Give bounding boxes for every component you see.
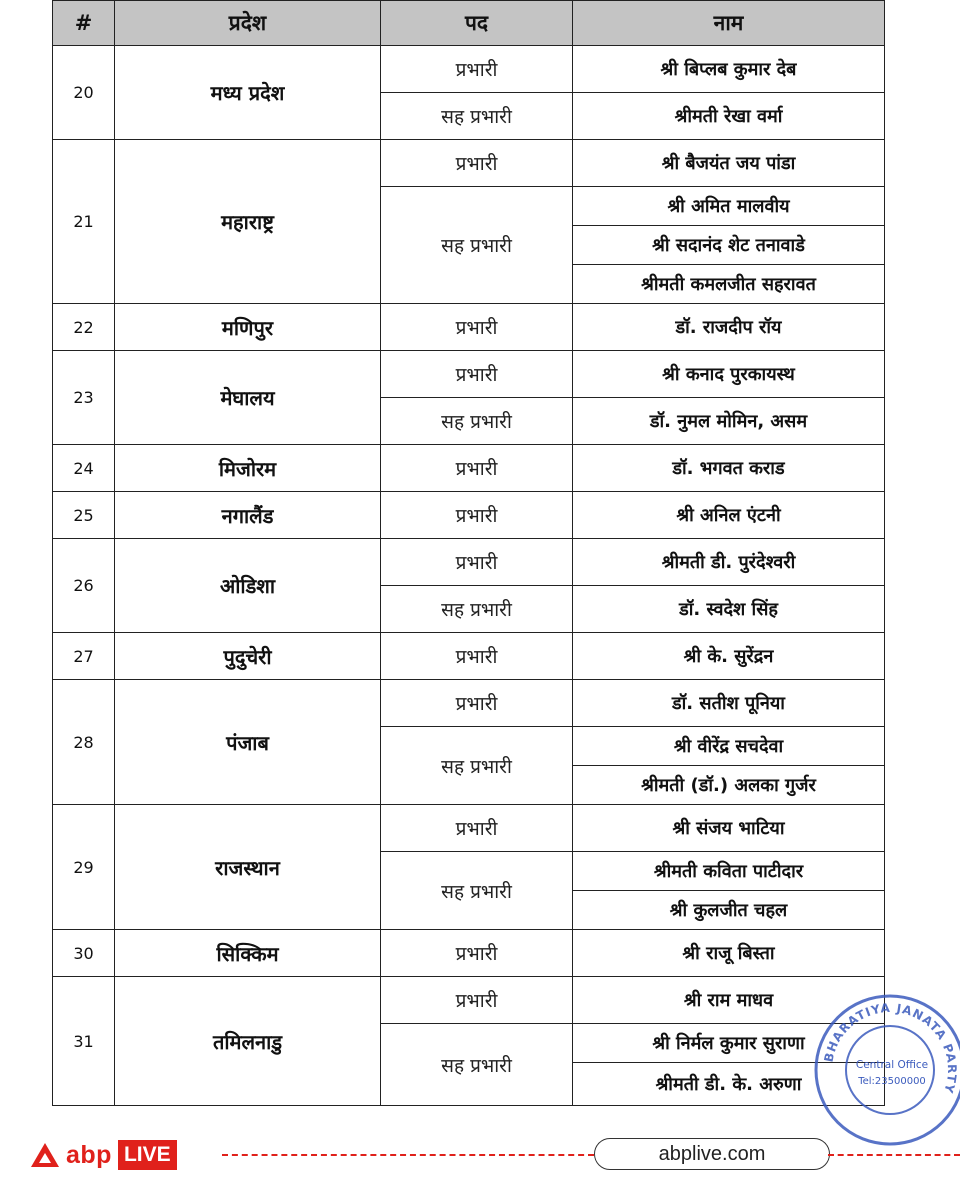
- state-name: मेघालय: [115, 351, 381, 445]
- table-row: [53, 930, 885, 977]
- row-number: 30: [53, 930, 115, 977]
- person-name: श्री राम माधव: [573, 977, 885, 1024]
- state-name: तमिलनाडु: [115, 977, 381, 1106]
- person-name: श्रीमती कमलजीत सहरावत: [573, 265, 885, 304]
- table-row: [53, 351, 885, 398]
- person-name: डॉ. नुमल मोमिन, असम: [573, 398, 885, 445]
- person-name: श्री निर्मल कुमार सुराणा: [573, 1024, 885, 1063]
- table-row: [53, 140, 885, 187]
- abp-live-logo: [30, 1138, 177, 1172]
- post-label: प्रभारी: [381, 492, 573, 539]
- state-name: नगालैंड: [115, 492, 381, 539]
- row-number: 23: [53, 351, 115, 445]
- header-state: प्रदेश: [115, 1, 381, 46]
- table-row: [53, 805, 885, 852]
- post-label: सह प्रभारी: [381, 727, 573, 805]
- table-row: [53, 680, 885, 727]
- post-label: प्रभारी: [381, 680, 573, 727]
- person-name: श्रीमती डी. पुरंदेश्वरी: [573, 539, 885, 586]
- row-number: 25: [53, 492, 115, 539]
- state-name: पुदुचेरी: [115, 633, 381, 680]
- row-number: 29: [53, 805, 115, 930]
- live-badge: LIVE: [118, 1140, 177, 1170]
- svg-text:BHARATIYA JANATA PARTY: BHARATIYA JANATA PARTY: [821, 1000, 960, 1096]
- table-row: [53, 633, 885, 680]
- post-label: सह प्रभारी: [381, 93, 573, 140]
- person-name: श्री संजय भाटिया: [573, 805, 885, 852]
- person-name: श्रीमती डी. के. अरुणा: [573, 1063, 885, 1106]
- post-label: प्रभारी: [381, 140, 573, 187]
- party-seal-stamp: [812, 992, 960, 1148]
- person-name: श्री अमित मालवीय: [573, 187, 885, 226]
- post-label: सह प्रभारी: [381, 398, 573, 445]
- person-name: श्रीमती रेखा वर्मा: [573, 93, 885, 140]
- row-number: 28: [53, 680, 115, 805]
- header-number: #: [53, 1, 115, 46]
- row-number: 20: [53, 46, 115, 140]
- header-name: नाम: [573, 1, 885, 46]
- person-name: श्रीमती कविता पाटीदार: [573, 852, 885, 891]
- prabhari-table: [52, 0, 885, 1106]
- post-label: सह प्रभारी: [381, 1024, 573, 1106]
- person-name: श्री कुलजीत चहल: [573, 891, 885, 930]
- post-label: सह प्रभारी: [381, 852, 573, 930]
- person-name: श्री अनिल एंटनी: [573, 492, 885, 539]
- person-name: श्री सदानंद शेट तनावाडे: [573, 226, 885, 265]
- state-name: मणिपुर: [115, 304, 381, 351]
- table-row: [53, 492, 885, 539]
- post-label: प्रभारी: [381, 46, 573, 93]
- table-header-row: [53, 1, 885, 46]
- footer-divider-left: [222, 1154, 594, 1156]
- footer-divider-right: [828, 1154, 960, 1156]
- person-name: डॉ. सतीश पूनिया: [573, 680, 885, 727]
- post-label: प्रभारी: [381, 445, 573, 492]
- row-number: 27: [53, 633, 115, 680]
- person-name: डॉ. स्वदेश सिंह: [573, 586, 885, 633]
- person-name: श्री बैजयंत जय पांडा: [573, 140, 885, 187]
- table-row: [53, 304, 885, 351]
- person-name: श्री राजू बिस्ता: [573, 930, 885, 977]
- brand-name: abp: [66, 1140, 112, 1169]
- state-name: पंजाब: [115, 680, 381, 805]
- row-number: 26: [53, 539, 115, 633]
- header-post: पद: [381, 1, 573, 46]
- state-name: सिक्किम: [115, 930, 381, 977]
- post-label: प्रभारी: [381, 633, 573, 680]
- table-row: [53, 445, 885, 492]
- abp-triangle-icon: [30, 1142, 60, 1168]
- person-name: डॉ. राजदीप रॉय: [573, 304, 885, 351]
- row-number: 24: [53, 445, 115, 492]
- person-name: श्री बिप्लब कुमार देब: [573, 46, 885, 93]
- person-name: श्री कनाद पुरकायस्थ: [573, 351, 885, 398]
- person-name: श्रीमती (डॉ.) अलका गुर्जर: [573, 766, 885, 805]
- stamp-line-2: Tel:23500000: [858, 1076, 926, 1087]
- post-label: प्रभारी: [381, 351, 573, 398]
- post-label: प्रभारी: [381, 977, 573, 1024]
- row-number: 21: [53, 140, 115, 304]
- table-row: [53, 46, 885, 93]
- person-name: श्री वीरेंद्र सचदेवा: [573, 727, 885, 766]
- person-name: डॉ. भगवत कराड: [573, 445, 885, 492]
- state-name: मध्य प्रदेश: [115, 46, 381, 140]
- post-label: प्रभारी: [381, 304, 573, 351]
- post-label: प्रभारी: [381, 930, 573, 977]
- site-url[interactable]: abplive.com: [594, 1138, 830, 1170]
- state-name: महाराष्ट्र: [115, 140, 381, 304]
- table-row: [53, 977, 885, 1024]
- table-row: [53, 539, 885, 586]
- row-number: 22: [53, 304, 115, 351]
- post-label: प्रभारी: [381, 805, 573, 852]
- post-label: सह प्रभारी: [381, 187, 573, 304]
- post-label: प्रभारी: [381, 539, 573, 586]
- state-name: मिजोरम: [115, 445, 381, 492]
- row-number: 31: [53, 977, 115, 1106]
- state-name: राजस्थान: [115, 805, 381, 930]
- stamp-line-1: Central Office: [855, 1059, 929, 1071]
- post-label: सह प्रभारी: [381, 586, 573, 633]
- state-name: ओडिशा: [115, 539, 381, 633]
- person-name: श्री के. सुरेंद्रन: [573, 633, 885, 680]
